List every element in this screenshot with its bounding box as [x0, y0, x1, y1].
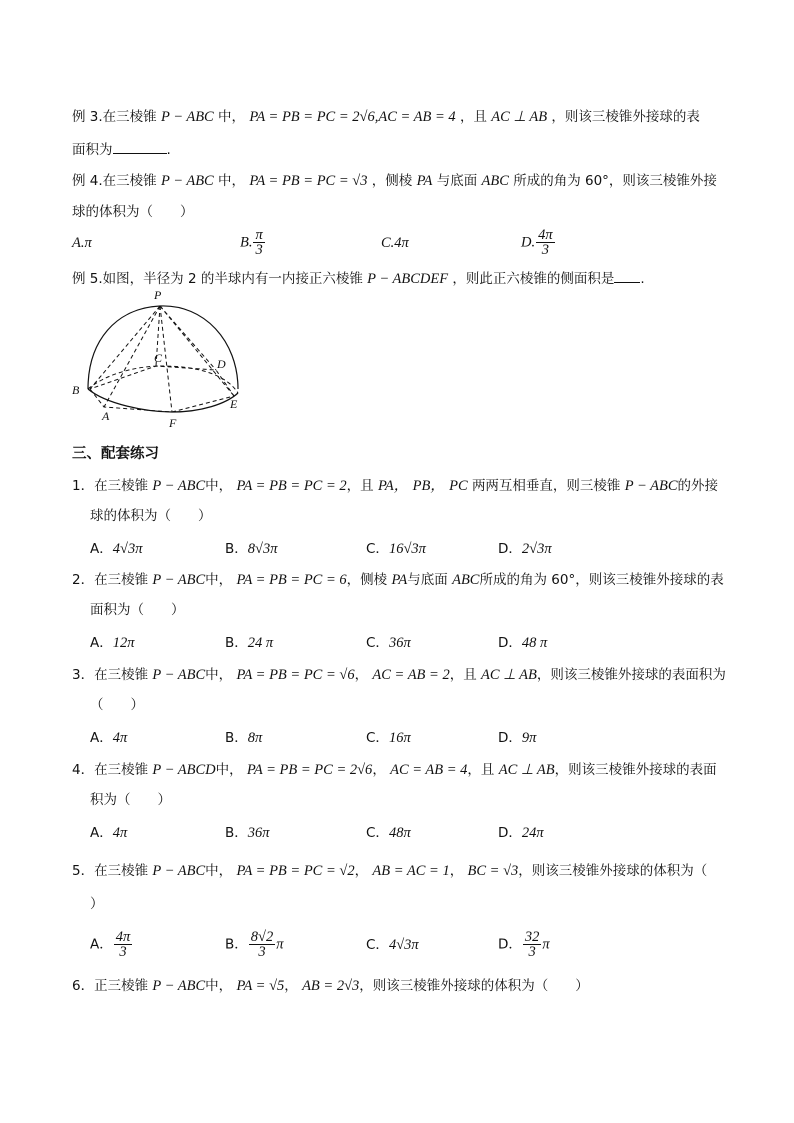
label-d: D: [217, 357, 226, 371]
problem-5-option-b[interactable]: B． $\frac{8√2}{3}$ π: [225, 929, 284, 960]
math-ex3-eq: PA = PB = PC = 2√6,AC = AB = 4: [249, 109, 456, 125]
example-4-option-a[interactable]: A.π: [72, 235, 92, 251]
example-3-line-1: 例 3.在三棱锥 P − ABC 中， PA = PB = PC = 2√6,AC = AB = 4 ，且 AC ⊥ AB ，则该三棱锥外接球的表: [72, 109, 700, 125]
answer-blank[interactable]: [113, 141, 167, 154]
edge-pa: [104, 306, 160, 407]
edge-pb: [90, 306, 160, 389]
problem-4-option-b[interactable]: B．36π: [225, 825, 270, 841]
example-4-option-c[interactable]: C.4π: [381, 235, 409, 251]
problem-4-option-c[interactable]: C．48π: [366, 825, 411, 841]
problem-4-option-d[interactable]: D．24π: [498, 825, 544, 841]
problem-2-option-d[interactable]: D．48 π: [498, 635, 548, 651]
problem-1-option-a[interactable]: A．4√3π: [90, 541, 143, 557]
example-5-line-1: 例 5.如图，半径为 2 的半球内有一内接正六棱锥 P − ABCDEF ，则此正六棱锥的侧面积是 .: [72, 271, 645, 287]
label-c: C: [154, 351, 163, 365]
problem-6-line-1: 6．正三棱锥 P − ABC中， PA = √5， AB = 2√3，则该三棱锥外接球的体积为（ ）: [72, 978, 589, 994]
label-b: B: [72, 383, 80, 397]
problem-4-option-a[interactable]: A．4π: [90, 825, 128, 841]
problem-3-option-a[interactable]: A．4π: [90, 730, 128, 746]
problem-2-line-2: 面积为（ ）: [90, 602, 185, 618]
problem-5-option-d[interactable]: D． $\frac{32}{3}$ π: [498, 929, 550, 960]
problem-1-option-c[interactable]: C．16√3π: [366, 541, 426, 557]
hemisphere-arc: [88, 306, 238, 389]
problem-1-option-d[interactable]: D．2√3π: [498, 541, 552, 557]
problem-3-option-b[interactable]: B．8π: [225, 730, 263, 746]
example-4-option-d[interactable]: D. $\frac{4\pi}{3}$: [521, 227, 553, 258]
hemisphere-pyramid-figure: [66, 286, 256, 432]
problem-4-line-2: 积为（ ）: [90, 792, 171, 808]
problem-3-option-d[interactable]: D．9π: [498, 730, 537, 746]
problem-5-option-c[interactable]: C．4√3π: [366, 937, 419, 953]
problem-4-line-1: 4．在三棱锥 P − ABCD中， PA = PB = PC = 2√6， AC = AB = 4，且 AC ⊥ AB，则该三棱锥外接球的表面: [72, 762, 717, 778]
hexagon-base: [90, 366, 234, 412]
example-4-line-2: 球的体积为（ ）: [72, 204, 194, 220]
label-p: P: [154, 288, 162, 302]
label-f: F: [169, 416, 177, 430]
edge-pe: [160, 306, 234, 396]
problem-3-option-c[interactable]: C．16π: [366, 730, 411, 746]
example-3-line-2: 面积为 .: [72, 142, 171, 158]
section-title: 三、配套练习: [72, 446, 159, 462]
edge-pd: [160, 306, 216, 370]
example-3-lead: 例 3.在三棱锥: [72, 109, 157, 125]
example-4-lead: 例 4.在三棱锥: [72, 173, 157, 189]
problem-5-line-1: 5．在三棱锥 P − ABC中， PA = PB = PC = √2， AB = AC = 1， BC = √3，则该三棱锥外接球的体积为（: [72, 863, 708, 879]
example-4-line-1: 例 4.在三棱锥 P − ABC 中， PA = PB = PC = √3 ，侧棱 PA 与底面 ABC 所成的角为 60°，则该三棱锥外接: [72, 173, 717, 189]
problem-2-option-b[interactable]: B．24 π: [225, 635, 274, 651]
label-e: E: [230, 397, 238, 411]
problem-3-line-2: （ ）: [90, 697, 144, 713]
math-pabc: P − ABC: [160, 109, 214, 125]
problem-1-line-1: 1．在三棱锥 P − ABC中， PA = PB = PC = 2，且 PA， PB， PC 两两互相垂直，则三棱锥 P − ABC的外接: [72, 478, 718, 494]
problem-1-line-2: 球的体积为（ ）: [90, 508, 212, 524]
problem-2-line-1: 2．在三棱锥 P − ABC中， PA = PB = PC = 6，侧棱 PA与底面 ABC所成的角为 60°，则该三棱锥外接球的表: [72, 572, 724, 588]
label-a: A: [102, 409, 110, 423]
problem-5-line-2: ）: [90, 896, 104, 912]
problem-5-option-a[interactable]: A． $\frac{4\pi}{3}$: [90, 929, 131, 960]
problem-1-option-b[interactable]: B．8√3π: [225, 541, 278, 557]
problem-3-line-1: 3．在三棱锥 P − ABC中， PA = PB = PC = √6， AC = AB = 2，且 AC ⊥ AB，则该三棱锥外接球的表面积为: [72, 667, 726, 683]
problem-2-option-c[interactable]: C．36π: [366, 635, 411, 651]
problem-2-option-a[interactable]: A．12π: [90, 635, 135, 651]
answer-blank[interactable]: [614, 270, 640, 283]
example-4-option-b[interactable]: B. $\frac{\pi}{3}$: [240, 227, 263, 258]
